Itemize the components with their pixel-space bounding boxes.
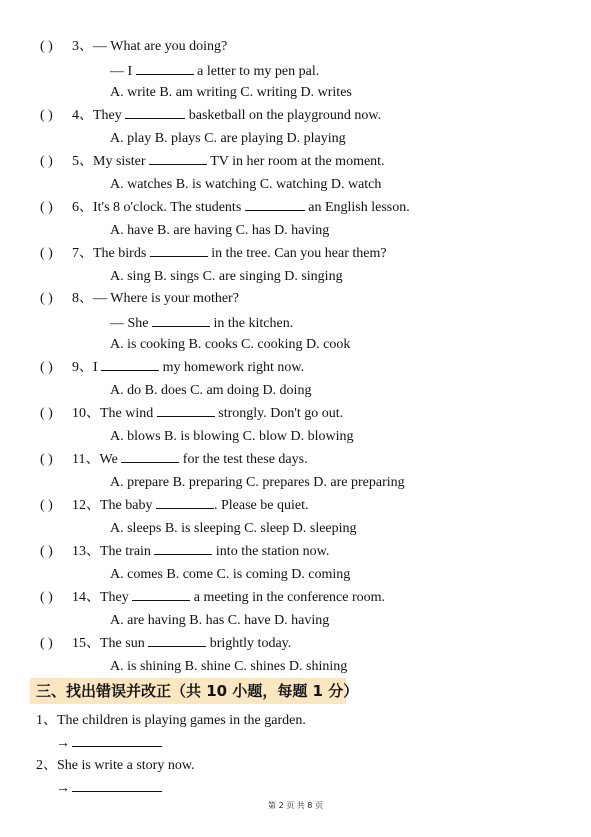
question-text: — Where is your mother? bbox=[93, 291, 239, 306]
answer-blank[interactable] bbox=[154, 542, 212, 555]
answer-parentheses[interactable]: ( ) bbox=[40, 246, 53, 261]
reply-prefix: — She bbox=[110, 316, 152, 331]
answer-blank[interactable] bbox=[125, 106, 185, 119]
answer-parentheses[interactable]: ( ) bbox=[40, 544, 53, 559]
question-text: It's 8 o'clock. The students bbox=[93, 200, 245, 215]
question-text: — What are you doing? bbox=[93, 39, 228, 54]
question-15 bbox=[40, 634, 291, 653]
question-6-options: A. have B. are having C. has D. having bbox=[110, 223, 330, 238]
question-text: The train bbox=[100, 544, 155, 559]
question-text-end: a meeting in the conference room. bbox=[190, 590, 386, 605]
arrow-icon: → bbox=[56, 736, 70, 751]
question-text-end: basketball on the playground now. bbox=[185, 108, 382, 123]
arrow-icon: → bbox=[56, 781, 70, 796]
question-3 bbox=[40, 38, 227, 56]
question-text-end: . Please be quiet. bbox=[213, 498, 309, 513]
reply-suffix: a letter to my pen pal. bbox=[193, 64, 320, 79]
question-number: 15、 bbox=[72, 636, 100, 651]
answer-parentheses[interactable]: ( ) bbox=[40, 108, 53, 123]
question-10 bbox=[40, 404, 343, 423]
question-13-options: A. comes B. come C. is coming D. coming bbox=[110, 567, 351, 582]
question-text-end: in the tree. Can you hear them? bbox=[207, 246, 387, 261]
reply-prefix: — I bbox=[110, 64, 136, 79]
question-10-options: A. blows B. is blowing C. blow D. blowing bbox=[110, 429, 354, 444]
question-text-end: my homework right now. bbox=[159, 360, 305, 375]
question-text: My sister bbox=[93, 154, 149, 169]
answer-parentheses[interactable]: ( ) bbox=[40, 154, 53, 169]
question-number: 13、 bbox=[72, 544, 100, 559]
question-8-reply bbox=[110, 314, 293, 333]
question-number: 14、 bbox=[72, 590, 100, 605]
question-text-end: for the test these days. bbox=[179, 452, 308, 467]
answer-parentheses[interactable]: ( ) bbox=[40, 590, 53, 605]
question-4-options: A. play B. plays C. are playing D. playing bbox=[110, 131, 346, 146]
question-12-options: A. sleeps B. is sleeping C. sleep D. sleeping bbox=[110, 521, 357, 536]
answer-blank[interactable] bbox=[148, 634, 206, 647]
question-7-options: A. sing B. sings C. are singing D. singing bbox=[110, 269, 343, 284]
answer-blank[interactable] bbox=[136, 62, 194, 75]
answer-blank[interactable] bbox=[150, 244, 208, 257]
correction-item-2: 2、She is write a story now. bbox=[36, 758, 195, 773]
question-number: 3、 bbox=[72, 39, 93, 54]
question-9-options: A. do B. does C. am doing D. doing bbox=[110, 383, 312, 398]
question-text-end: an English lesson. bbox=[304, 200, 410, 215]
answer-parentheses[interactable]: ( ) bbox=[40, 406, 53, 421]
answer-blank[interactable] bbox=[101, 358, 159, 371]
answer-blank[interactable] bbox=[132, 588, 190, 601]
question-text: The sun bbox=[100, 636, 149, 651]
question-text: They bbox=[93, 108, 126, 123]
question-number: 6、 bbox=[72, 200, 93, 215]
answer-blank[interactable] bbox=[121, 450, 179, 463]
question-3-reply bbox=[110, 62, 319, 81]
answer-parentheses[interactable]: ( ) bbox=[40, 291, 53, 306]
answer-blank[interactable] bbox=[152, 314, 210, 327]
question-number: 5、 bbox=[72, 154, 93, 169]
question-11-options: A. prepare B. preparing C. prepares D. are preparing bbox=[110, 475, 405, 490]
question-3-options: A. write B. am writing C. writing D. writes bbox=[110, 85, 352, 100]
question-7 bbox=[40, 244, 387, 263]
question-number: 4、 bbox=[72, 108, 93, 123]
question-number: 11、 bbox=[72, 452, 100, 467]
question-text: I bbox=[93, 360, 102, 375]
question-text: The birds bbox=[93, 246, 150, 261]
question-text-end: into the station now. bbox=[212, 544, 330, 559]
question-number: 12、 bbox=[72, 498, 100, 513]
answer-parentheses[interactable]: ( ) bbox=[40, 200, 53, 215]
answer-parentheses[interactable]: ( ) bbox=[40, 39, 53, 54]
answer-blank[interactable] bbox=[156, 496, 214, 509]
question-text-end: brightly today. bbox=[206, 636, 292, 651]
answer-blank[interactable] bbox=[72, 779, 162, 792]
question-4 bbox=[40, 106, 381, 125]
question-text-end: TV in her room at the moment. bbox=[207, 154, 385, 169]
question-14 bbox=[40, 588, 385, 607]
question-8-options: A. is cooking B. cooks C. cooking D. cook bbox=[110, 337, 351, 352]
section-title: 三、找出错误并改正（共 10 小题，每题 1 分） bbox=[36, 682, 359, 700]
question-14-options: A. are having B. has C. have D. having bbox=[110, 613, 330, 628]
question-5-options: A. watches B. is watching C. watching D. watch bbox=[110, 177, 382, 192]
correction-answer-2 bbox=[56, 779, 162, 798]
question-text: The wind bbox=[100, 406, 157, 421]
answer-parentheses[interactable]: ( ) bbox=[40, 498, 53, 513]
correction-item-1: 1、The children is playing games in the garden. bbox=[36, 713, 306, 728]
correction-answer-1 bbox=[56, 734, 162, 753]
question-text: The baby bbox=[100, 498, 156, 513]
question-11 bbox=[40, 450, 308, 469]
question-5 bbox=[40, 152, 385, 171]
page-footer: 第 2 页 共 8 页 bbox=[268, 801, 323, 810]
question-13 bbox=[40, 542, 329, 561]
answer-blank[interactable] bbox=[149, 152, 207, 165]
answer-blank[interactable] bbox=[157, 404, 215, 417]
question-6 bbox=[40, 198, 410, 217]
question-8 bbox=[40, 290, 239, 308]
reply-suffix: in the kitchen. bbox=[210, 316, 294, 331]
question-text: We bbox=[99, 452, 122, 467]
answer-parentheses[interactable]: ( ) bbox=[40, 360, 53, 375]
answer-blank[interactable] bbox=[245, 198, 305, 211]
question-text-end: strongly. Don't go out. bbox=[214, 406, 344, 421]
question-number: 8、 bbox=[72, 291, 93, 306]
answer-blank[interactable] bbox=[72, 734, 162, 747]
answer-parentheses[interactable]: ( ) bbox=[40, 452, 53, 467]
question-text: They bbox=[100, 590, 133, 605]
question-9 bbox=[40, 358, 304, 377]
question-number: 10、 bbox=[72, 406, 100, 421]
question-number: 9、 bbox=[72, 360, 93, 375]
answer-parentheses[interactable]: ( ) bbox=[40, 636, 53, 651]
question-number: 7、 bbox=[72, 246, 93, 261]
question-15-options: A. is shining B. shine C. shines D. shining bbox=[110, 659, 348, 674]
question-12 bbox=[40, 496, 308, 515]
